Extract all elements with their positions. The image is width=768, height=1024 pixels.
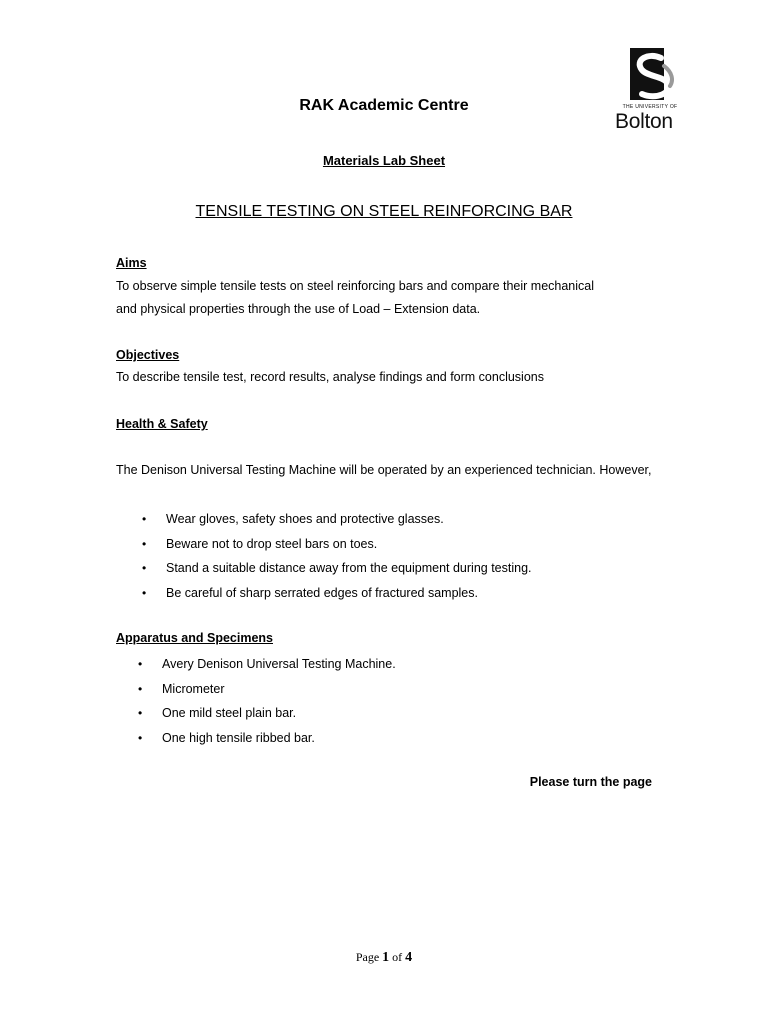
centre-title: RAK Academic Centre (299, 97, 469, 114)
aims-line-2: and physical properties through the use of Load – Extension data. (116, 302, 481, 316)
current-page: 1 (382, 950, 390, 965)
total-pages: 4 (405, 950, 413, 965)
objectives-text: To describe tensile test, record results, analyse findings and form conclusions (116, 370, 544, 384)
health-safety-intro: The Denison Universal Testing Machine will be operated by an experienced technician. However, (116, 463, 652, 477)
bullet-icon: • (138, 706, 143, 720)
sheet-title-text: Materials Lab Sheet (322, 153, 446, 168)
of-word: of (392, 950, 403, 964)
bullet-icon: • (142, 585, 147, 600)
document-page: THE UNIVERSITY OF Bolton RAK Academic Centre Materials Lab Sheet TENSILE TESTING ON STEEL REINFORCING BAR Aims To observe simple tensile tests on steel reinforcing bars and compare their mechanical and physical properties through the use of Load – Extension data. Objectives To describe tensile test, record results, analyse findings and form conclusions Health & Safety The Denison Universal Testing Machine will be operated by an experienced technician. However, • Wear gloves, safety shoes and protective glasses. • Beware not to drop steel bars on toes. • Stand a suitable distance away from the equipment during testing. • Be careful of sharp serrated edges of fractured samples. Apparatus and Specimens • Avery Denison Universal Testing Machine. • Micrometer • One mild steel plain bar. • One high tensile ribbed bar. Please turn the page Page 1 of 4 (0, 0, 768, 1024)
aims-line-1: To observe simple tensile tests on steel reinforcing bars and compare their mechanical (116, 279, 595, 293)
turn-page-note: Please turn the page (529, 775, 652, 789)
bullet-icon: • (142, 561, 147, 575)
objectives-heading: Objectives (116, 348, 180, 362)
apparatus-heading: Apparatus and Specimens (116, 631, 273, 645)
health-safety-heading: Health & Safety (116, 417, 208, 431)
bullet-icon: • (142, 536, 147, 551)
aims-paragraph (116, 275, 652, 321)
university-of-bolton-logo (612, 46, 692, 136)
bullet-icon: • (142, 512, 147, 526)
main-title-text: TENSILE TESTING ON STEEL REINFORCING BAR (195, 203, 573, 220)
sheet-title (0, 153, 768, 168)
bullet-icon: • (138, 657, 143, 671)
main-title (0, 203, 768, 221)
bullet-icon: • (138, 681, 143, 696)
aims-heading: Aims (116, 256, 147, 270)
bolton-logo-mark (628, 46, 674, 102)
page-word: Page (355, 950, 380, 964)
page-number (0, 950, 768, 966)
logo-caption: THE UNIVERSITY OF (622, 104, 678, 110)
logo-wordmark: Bolton (615, 110, 673, 133)
bullet-icon: • (138, 730, 143, 745)
